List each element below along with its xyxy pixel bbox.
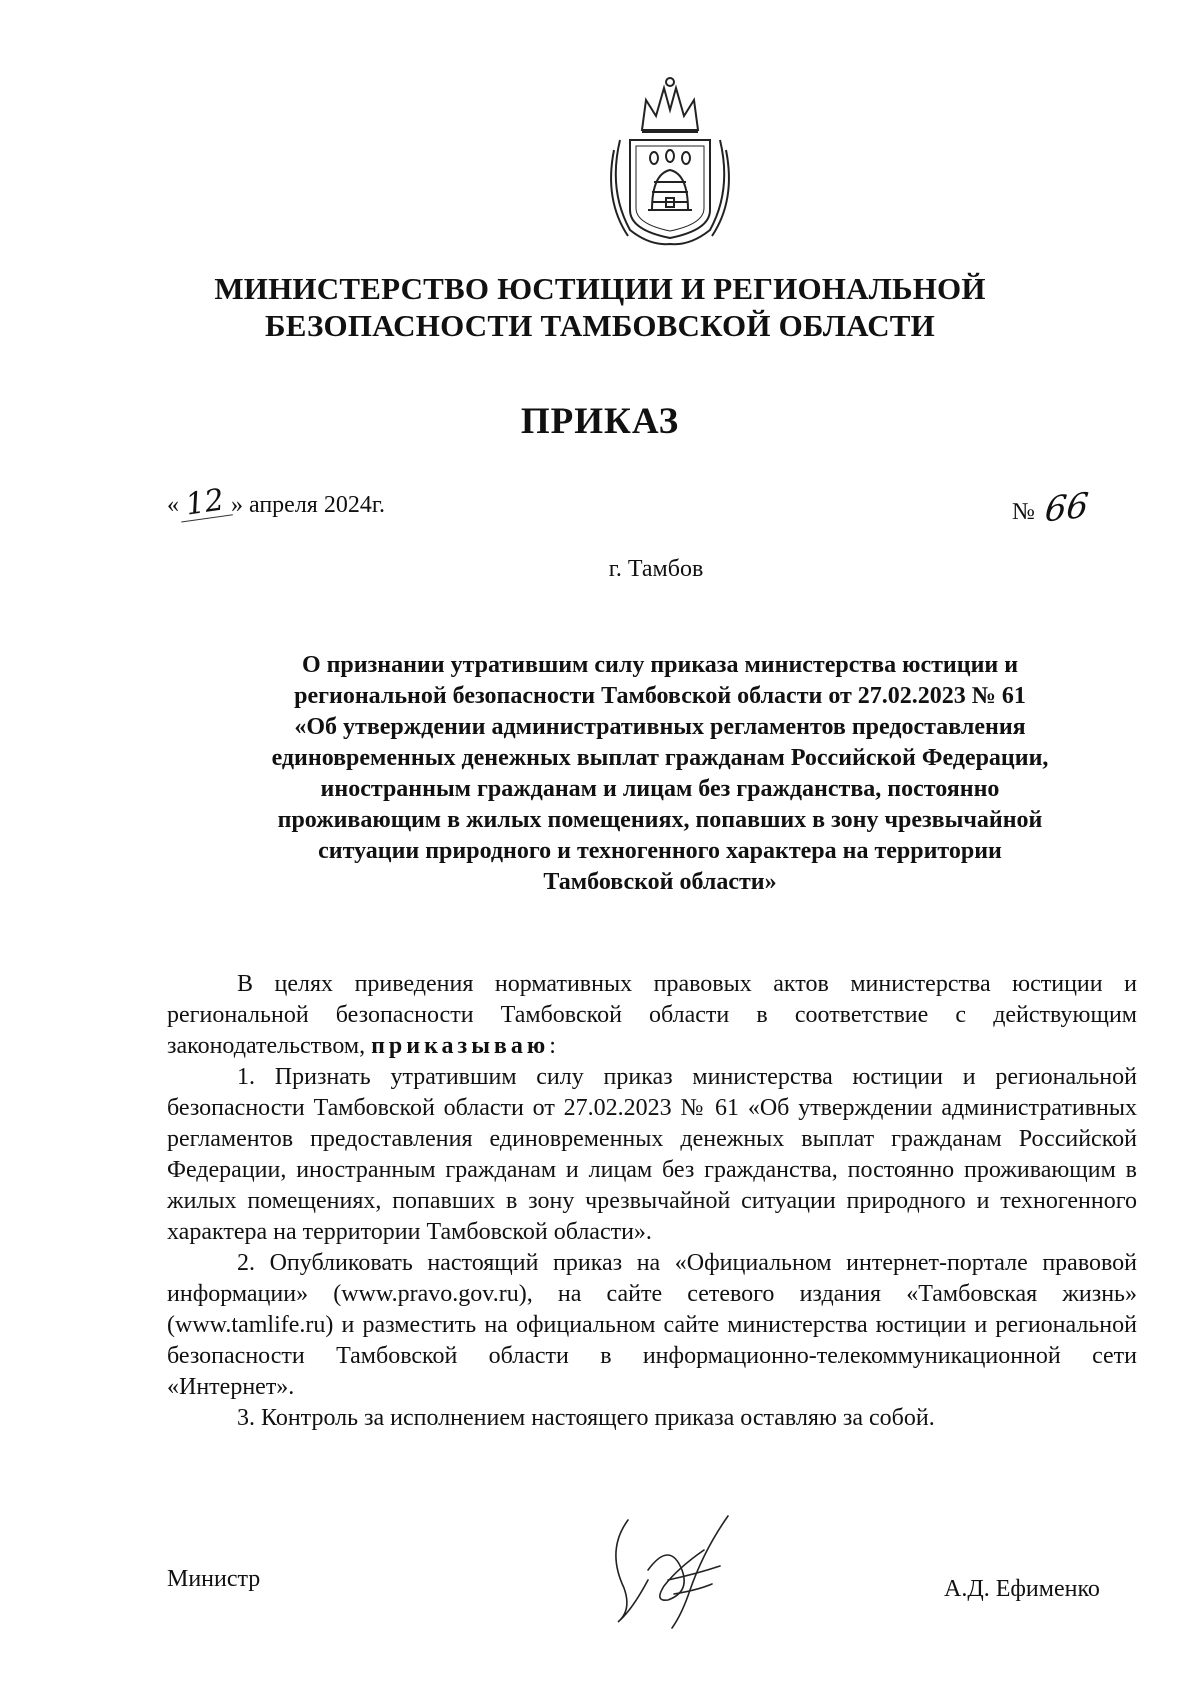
subject-line: Тамбовской области» [543,869,777,895]
document-date [167,482,385,523]
subject-line: региональной безопасности Тамбовской области от 27.02.2023 № 61 [294,683,1026,709]
order-subject [200,650,1120,898]
order-item-1: 1. Признать утратившим силу приказ министерства юстиции и региональной безопасности Тамбовской области от 27.02.2023 № 61 «Об утверждении административных регламентов предоставления единовременных денежных выплат гражданам Российской Федерации, иностранным гражданам и лицам без гражданства, постоянно проживающим в жилых помещениях, попавших в зону чрезвычайной ситуации природного и техногенного характера на территории Тамбовской области». [167,1064,1137,1245]
number-value-handwritten: 66 [1042,485,1091,531]
date-month-year: » апреля 2024г. [231,492,385,518]
subject-line: единовременных денежных выплат гражданам Российской Федерации, [271,745,1049,771]
subject-line: «Об утверждении административных регламентов предоставления [294,714,1026,740]
order-item-2: 2. Опубликовать настоящий приказ на «Официальном интернет-портале правовой информации» (www.pravo.gov.ru), на сайте сетевого издания «Тамбовская жизнь» (www.tamlife.ru) и разместить на официальном сайте министерства юстиции и региональной безопасности Тамбовской области в информационно-телекоммуникационной сети «Интернет». [167,1250,1137,1400]
number-label: № [1012,499,1035,525]
subject-line: О признании утратившим силу приказа министерства юстиции и [301,652,1019,678]
subject-line: иностранным гражданам и лицам без гражданства, постоянно [320,776,1000,802]
document-type: ПРИКАЗ [520,401,680,442]
signatory-name: А.Д. Ефименко [944,1576,1100,1602]
order-item-3: 3. Контроль за исполнением настоящего приказа оставляю за собой. [237,1405,935,1431]
ministry-name-line2: БЕЗОПАСНОСТИ ТАМБОВСКОЙ ОБЛАСТИ [265,308,935,343]
coat-of-arms-icon [590,70,750,248]
preamble-paragraph [167,969,1137,1062]
date-day-handwritten: 12 [177,485,233,523]
preamble-text: В целях приведения нормативных правовых актов министерства юстиции и региональной безопасности Тамбовской области в соответствие с действующим законодательством, [167,971,1137,1059]
subject-line: ситуации природного и техногенного характера на территории [318,838,1002,864]
order-word: приказываю [371,1033,550,1059]
order-colon: : [549,1033,556,1059]
ministry-name [150,270,1050,344]
order-body [167,969,1137,1434]
signatory-title: Министр [167,1566,261,1592]
ministry-name-line1: МИНИСТЕРСТВО ЮСТИЦИИ И РЕГИОНАЛЬНОЙ [214,271,986,306]
subject-line: проживающим в жилых помещениях, попавших в зону чрезвычайной [277,807,1043,833]
city: г. Тамбов [608,556,704,582]
handwritten-signature-icon [608,1510,748,1632]
date-open-quote: « [167,492,179,518]
document-number [1012,485,1091,531]
